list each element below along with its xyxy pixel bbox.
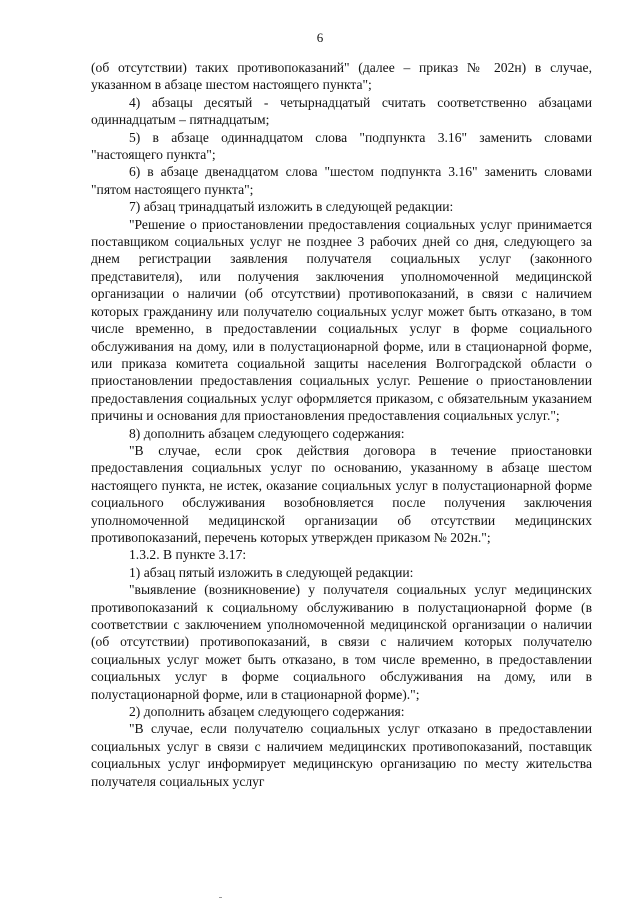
paragraph: 7) абзац тринадцатый изложить в следующей редакции: (129, 199, 454, 215)
paragraph: 1.3.2. В пункте 3.17: (129, 547, 247, 563)
paragraph: 5) в абзаце одиннадцатом слова "подпункта 3.16" заменить словами "настоящего пункта"; (91, 129, 592, 163)
paragraph: 8) дополнить абзацем следующего содержания: (129, 425, 405, 441)
paragraph: 4) абзацы десятый - четырнадцатый считать соответственно абзацами одиннадцатым – пятнадцатым; (91, 94, 592, 128)
paragraph: (об отсутствии) таких противопоказаний" (далее – приказ № 202н) в случае, указанном в абзаце шестом настоящего пункта"; (91, 60, 592, 93)
paragraph: "В случае, если получателю социальных услуг отказано в предоставлении социальных услуг в связи с наличием медицинских противопоказаний, поставщик социальных услуг информирует медицинскую организацию по месту жительства получателя социальных услуг (91, 721, 592, 789)
paragraph: "В случае, если срок действия договора в течение приостановки предоставления социальных услуг по основанию, указанному в абзаце шестом настоящего пункта, не истек, оказание социальных услуг в полустационарной форме социального обслуживания возобновляется после получения заключения уполномоченной медицинской организации об отсутствии медицинских противопоказаний, перечень которых утвержден приказом № 202н."; (91, 442, 592, 545)
paragraph: "Решение о приостановлении предоставления социальных услуг принимается поставщиком социальных услуг не позднее 3 рабочих дней со дня, следующего за днем регистрации заявления получателя социальных услуг (законного представителя), или получения заключения уполномоченной медицинской организации о наличии (об отсутствии) противопоказаний, в связи с наличием которых гражданину или получателю социальных услуг может быть отказано, в том числе временно, в предоставлении социальных услуг в форме социального обслуживания на дому, или в полустационарной форме, или в стационарной форме, или приказа комитета социальной защиты населения Волгоградской области о приостановлении предоставления социальных услуг. Решение о приостановлении предоставления социальных услуг оформляется приказом, с обязательным указанием причины и основания для приостановления предоставления социальных услуг."; (91, 216, 592, 424)
document-body (91, 59, 592, 790)
paragraph: "выявление (возникновение) у получателя социальных услуг медицинских противопоказаний к социальному обслуживанию в полустационарной форме (в соответствии с заключением уполномоченной медицинской организации о наличии (об отсутствии) противопоказаний, в связи с наличием которых получателю социальных услуг может быть отказано, в том числе временно, в предоставлении социальных услуг в форме социального обслуживания на дому, или в полустационарной форме, или в стационарной форме)."; (91, 582, 592, 702)
scan-mark (219, 897, 222, 898)
paragraph: 1) абзац пятый изложить в следующей редакции: (129, 564, 414, 580)
paragraph: 2) дополнить абзацем следующего содержания: (129, 704, 405, 720)
page-number: 6 (316, 30, 324, 45)
paragraph: 6) в абзаце двенадцатом слова "шестом подпункта 3.16" заменить словами "пятом настоящего пункта"; (91, 164, 592, 197)
